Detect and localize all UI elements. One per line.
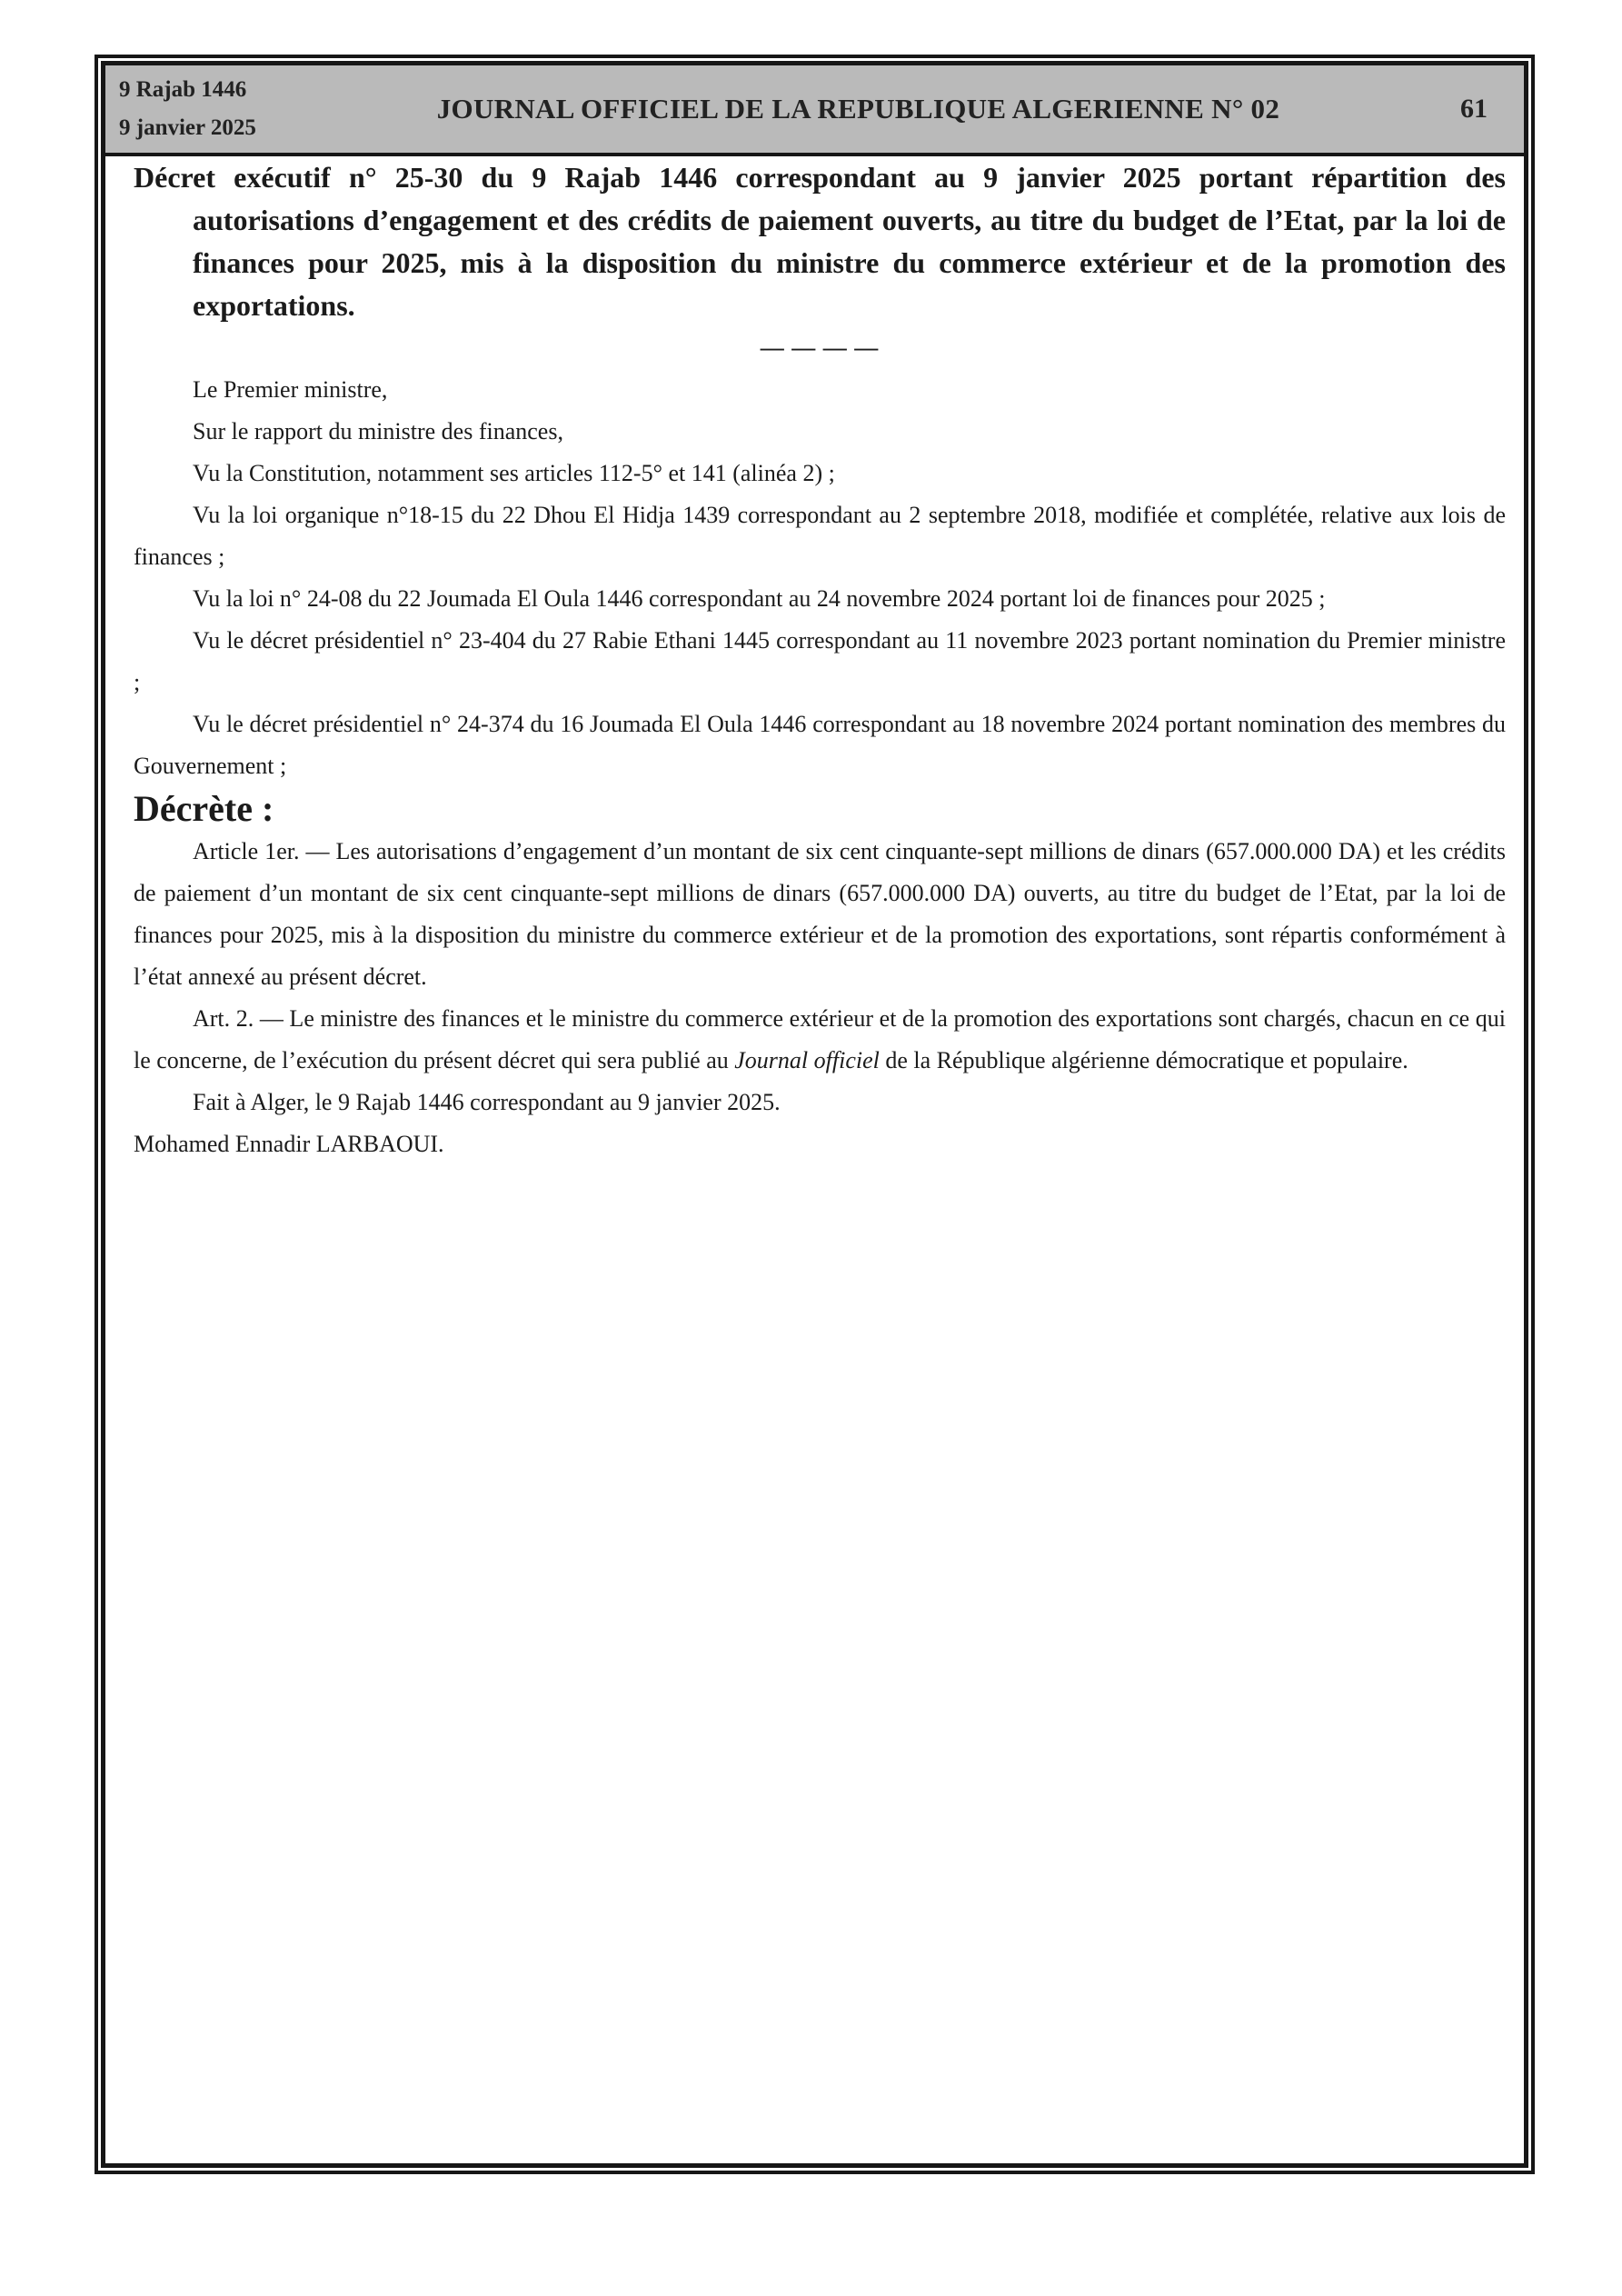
page-number: 61 — [1460, 94, 1488, 124]
article-2 — [134, 998, 1506, 1082]
article-2-text-start: Art. 2. — Le ministre des finances et le ministre du commerce extérieur et de la promotion des exportations sont chargés, chacun en ce qui le concerne, de l’exécution du présent décret qui sera publié au — [134, 1005, 1506, 1073]
enacting-formula: Décrète : — [134, 788, 274, 829]
page-header — [105, 65, 1524, 156]
header-date-gregorian: 9 janvier 2025 — [119, 115, 256, 140]
preamble-vu-loi-organique-18-15: Vu la loi organique n°18-15 du 22 Dhou El Hidja 1439 correspondant au 2 septembre 2018, modifiée et complétée, relative aux lois de finances ; — [134, 502, 1506, 570]
decree-title: Décret exécutif n° 25-30 du 9 Rajab 1446 correspondant au 9 janvier 2025 portant répartition des autorisations d’engagement et des crédits de paiement ouverts, au titre du budget de l’Etat, par la loi de finances pour 2025, mis à la disposition du ministre du commerce extérieur et de la promotion des exportations. — [134, 161, 1506, 322]
preamble-premier-ministre: Le Premier ministre, — [193, 376, 388, 403]
preamble-vu-decret-23-404: Vu le décret présidentiel n° 23-404 du 27 Rabie Ethani 1445 correspondant au 11 novembre 2023 portant nomination du Premier ministre ; — [134, 627, 1506, 695]
signatory-name: Mohamed Ennadir LARBAOUI. — [134, 1131, 444, 1157]
decree-body — [105, 156, 1524, 2163]
preamble-vu-loi-24-08: Vu la loi n° 24-08 du 22 Joumada El Oula 1446 correspondant au 24 novembre 2024 portant loi de finances pour 2025 ; — [193, 585, 1326, 612]
preamble-vu-constitution: Vu la Constitution, notamment ses articles 112-5° et 141 (alinéa 2) ; — [193, 460, 835, 486]
separator-dashes: — — — — — [760, 334, 880, 361]
article-2-text-end: de la République algérienne démocratique et populaire. — [879, 1047, 1408, 1073]
preamble-vu-decret-24-374: Vu le décret présidentiel n° 24-374 du 16 Joumada El Oula 1446 correspondant au 18 novembre 2024 portant nomination des membres du Gouvernement ; — [134, 711, 1506, 779]
page-frame-inner — [101, 61, 1528, 2168]
article-2-journal-officiel: Journal officiel — [734, 1047, 880, 1073]
article-1: Article 1er. — Les autorisations d’engagement d’un montant de six cent cinquante-sept millions de dinars (657.000.000 DA) et les crédits de paiement d’un montant de six cent cinquante-sept millions de dinars (657.000.000 DA) ouverts, au titre du budget de l’Etat, par la loi de finances pour 2025, mis à la disposition du ministre du commerce extérieur et de la promotion des exportations, sont répartis conformément à l’état annexé au présent décret. — [134, 838, 1506, 990]
header-dates — [119, 71, 256, 147]
preamble-rapport-ministre-finances: Sur le rapport du ministre des finances, — [193, 418, 563, 444]
journal-title: JOURNAL OFFICIEL DE LA REPUBLIQUE ALGERIENNE N° 02 — [436, 93, 1280, 125]
page-frame — [95, 55, 1535, 2174]
signature-place-date: Fait à Alger, le 9 Rajab 1446 correspondant au 9 janvier 2025. — [193, 1089, 781, 1115]
header-date-hijri: 9 Rajab 1446 — [119, 77, 247, 102]
